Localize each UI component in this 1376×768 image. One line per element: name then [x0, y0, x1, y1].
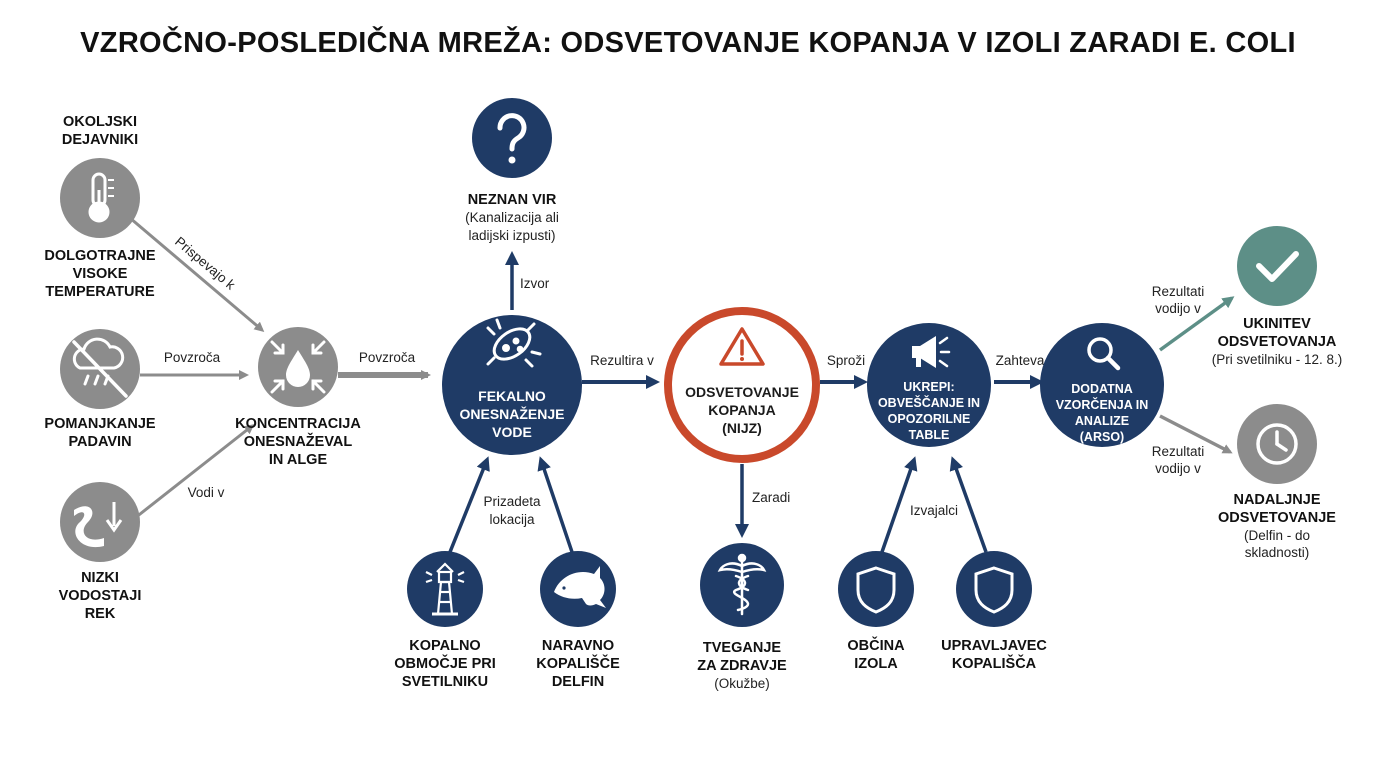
svg-text:ONESNAŽEVAL: ONESNAŽEVAL — [243, 434, 353, 450]
svg-text:SVETILNIKU: SVETILNIKU — [401, 674, 489, 690]
node-neznan-vir — [465, 98, 559, 243]
edge-label-sprozi: Sproži — [826, 353, 866, 368]
svg-text:ODSVETOVANJA: ODSVETOVANJA — [1217, 334, 1337, 350]
svg-text:TABLE: TABLE — [908, 428, 950, 442]
svg-text:PADAVIN: PADAVIN — [68, 434, 132, 450]
edge-temperature-koncentracija — [130, 218, 262, 330]
edge-label-vodi: Vodi v — [187, 485, 225, 500]
node-koncentracija — [235, 327, 361, 468]
edge-label-rezultati-a-1: Rezultati — [1151, 284, 1205, 299]
svg-text:NADALJNJE: NADALJNJE — [1233, 492, 1321, 508]
edge-kopalno-fekalno — [450, 460, 487, 552]
svg-text:(Okužbe): (Okužbe) — [714, 676, 770, 691]
edge-label-rezultati-b-1: Rezultati — [1151, 444, 1205, 459]
svg-text:VZORČENJA IN: VZORČENJA IN — [1055, 398, 1149, 412]
svg-text:REK: REK — [84, 606, 116, 622]
node-fekalno-onesnazenje — [442, 315, 582, 455]
svg-text:OKOLJSKI: OKOLJSKI — [62, 114, 138, 130]
node-obcina-izola — [838, 551, 914, 672]
edge-label-izvor: Izvor — [520, 276, 550, 291]
svg-text:TEMPERATURE: TEMPERATURE — [45, 284, 155, 300]
node-odsvetovanje-kopanja — [668, 311, 816, 459]
svg-text:ODSVETOVANJE: ODSVETOVANJE — [1218, 510, 1336, 526]
svg-text:DEJAVNIKI: DEJAVNIKI — [61, 132, 139, 148]
diagram-title: VZROČNO-POSLEDIČNA MREŽA: ODSVETOVANJE KOPANJA V IZOLI ZARADI E. COLI — [80, 27, 1296, 59]
svg-text:TVEGANJE: TVEGANJE — [702, 640, 782, 656]
svg-text:ZA ZDRAVJE: ZA ZDRAVJE — [697, 658, 787, 674]
edge-label-rezultira: Rezultira v — [590, 353, 654, 368]
node-ukrepi — [867, 323, 991, 447]
node-nadaljnje-odsvetovanje — [1218, 404, 1336, 560]
svg-text:FEKALNO: FEKALNO — [478, 388, 546, 404]
svg-text:(Pri svetilniku - 12. 8.): (Pri svetilniku - 12. 8.) — [1211, 352, 1343, 367]
svg-text:KOPANJA: KOPANJA — [708, 402, 776, 418]
edge-label-rezultati-a-2: vodijo v — [1155, 301, 1201, 316]
svg-text:POMANJKANJE: POMANJKANJE — [44, 416, 156, 432]
node-vodostaji — [59, 482, 142, 622]
svg-text:UPRAVLJAVEC: UPRAVLJAVEC — [941, 638, 1047, 654]
svg-text:(NIJZ): (NIJZ) — [722, 420, 762, 436]
svg-text:KOPALNO: KOPALNO — [409, 638, 481, 654]
svg-text:(Delfin - do: (Delfin - do — [1243, 528, 1311, 543]
svg-text:DODATNA: DODATNA — [1071, 382, 1133, 396]
svg-text:ONESNAŽENJE: ONESNAŽENJE — [459, 406, 565, 422]
node-padavine — [44, 329, 156, 450]
node-upravljavec-kopalisca — [941, 551, 1047, 672]
edge-label-zahteva: Zahteva — [995, 353, 1045, 368]
edge-label-povzroca-1: Povzroča — [163, 350, 221, 365]
svg-text:(Kanalizacija ali: (Kanalizacija ali — [465, 210, 559, 225]
edge-label-izvajalci: Izvajalci — [909, 503, 959, 518]
node-kopalno-obmocje — [394, 551, 496, 690]
svg-text:DELFIN: DELFIN — [551, 674, 605, 690]
svg-text:NEZNAN VIR: NEZNAN VIR — [467, 192, 557, 208]
svg-text:VODOSTAJI: VODOSTAJI — [58, 588, 142, 604]
edge-label-prizadeta-2: lokacija — [489, 512, 535, 527]
svg-text:ladijski izpusti): ladijski izpusti) — [468, 228, 556, 243]
okoljski-dejavniki-heading — [62, 114, 138, 148]
svg-text:VISOKE: VISOKE — [72, 266, 128, 282]
edge-delfin-fekalno — [541, 460, 572, 552]
svg-text:DOLGOTRAJNE: DOLGOTRAJNE — [44, 248, 156, 264]
node-ukinitev-odsvetovanja — [1212, 226, 1343, 367]
svg-text:NARAVNO: NARAVNO — [541, 638, 615, 654]
edge-label-prispevajo: Prispevajo k — [172, 233, 239, 293]
node-kopalisce-delfin — [536, 551, 620, 690]
edge-vodostaji-koncentracija — [135, 426, 252, 518]
svg-text:KONCENTRACIJA: KONCENTRACIJA — [235, 416, 361, 432]
svg-text:KOPALIŠČA: KOPALIŠČA — [951, 656, 1037, 672]
svg-text:OPOZORILNE: OPOZORILNE — [887, 412, 971, 426]
svg-text:IN ALGE: IN ALGE — [268, 452, 328, 468]
svg-text:ANALIZE: ANALIZE — [1074, 414, 1130, 428]
svg-text:KOPALIŠČE: KOPALIŠČE — [536, 656, 620, 672]
node-temperature — [44, 158, 156, 300]
edge-label-rezultati-b-2: vodijo v — [1155, 461, 1201, 476]
svg-text:OBMOČJE PRI: OBMOČJE PRI — [394, 656, 496, 672]
node-dodatna-vzorcenja — [1040, 323, 1164, 447]
svg-text:NIZKI: NIZKI — [81, 570, 119, 586]
svg-text:OBČINA: OBČINA — [847, 638, 905, 654]
svg-text:VODE: VODE — [492, 424, 532, 440]
svg-text:IZOLA: IZOLA — [854, 656, 898, 672]
svg-text:skladnosti): skladnosti) — [1244, 545, 1310, 560]
svg-text:OBVEŠČANJE IN: OBVEŠČANJE IN — [877, 396, 981, 410]
svg-text:ODSVETOVANJE: ODSVETOVANJE — [685, 384, 799, 400]
node-tveganje-za-zdravje — [697, 543, 787, 691]
edge-label-prizadeta-1: Prizadeta — [483, 494, 541, 509]
edge-label-zaradi: Zaradi — [752, 490, 791, 505]
svg-text:(ARSO): (ARSO) — [1079, 430, 1125, 444]
edge-label-povzroca-2: Povzroča — [358, 350, 416, 365]
svg-text:UKREPI:: UKREPI: — [903, 380, 955, 394]
svg-text:UKINITEV: UKINITEV — [1243, 316, 1311, 332]
